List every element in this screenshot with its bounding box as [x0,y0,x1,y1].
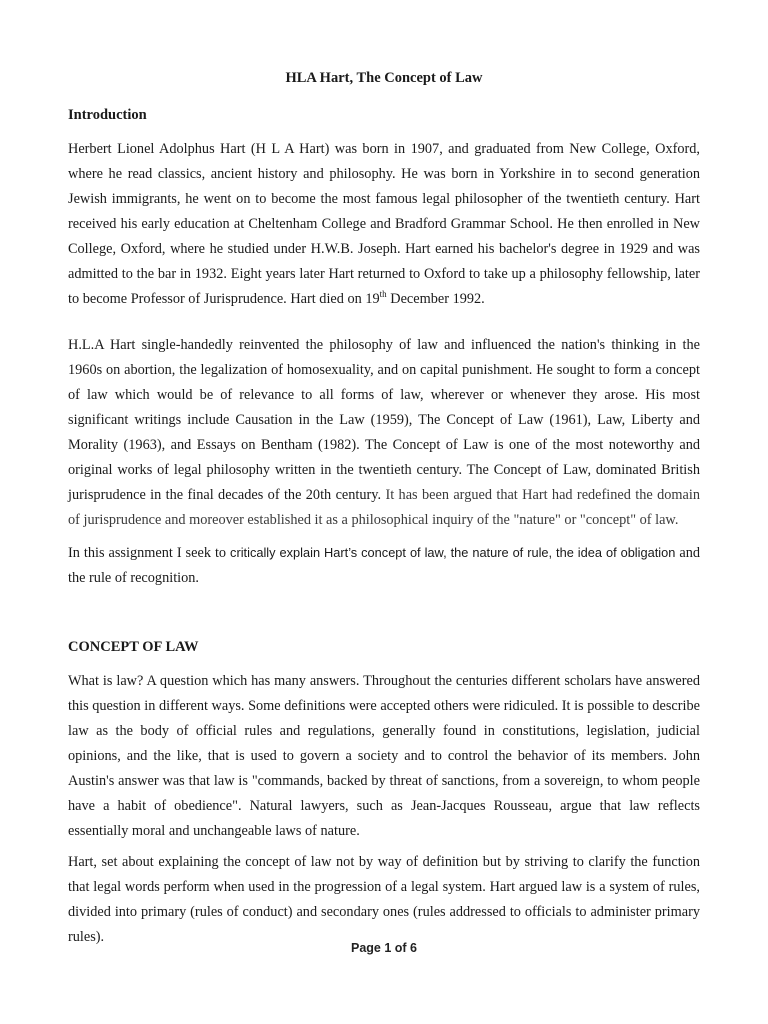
paragraph-biography [68,137,700,312]
superscript-th: th [379,289,387,300]
paragraph-legacy [68,333,700,533]
page-number: Page 1 of 6 [351,941,417,955]
document-title: HLA Hart, The Concept of Law [285,70,483,86]
paragraph-biography-text: Herbert Lionel Adolphus Hart (H L A Hart) was born in 1907, and graduated from New College, Oxford, where he read classics, ancient history and philosophy. He was born in Yorkshire in to second generation Jewish immigrants, he went on to become the most famous legal philosopher of the twentieth century. Hart received his early education at Cheltenham College and Bradford Grammar School. He then enrolled in New College, Oxford, where he studied under H.W.B. Joseph. Hart earned his bachelor's degree in 1929 and was admitted to the bar in 1932. Eight years later Hart returned to Oxford to take up a philosophy fellowship, later to become Professor of Jurisprudence. Hart died on 19 [68,141,700,307]
paragraph-legacy-text: H.L.A Hart single-handedly reinvented the philosophy of law and influenced the nation's thinking in the 1960s on abortion, the legalization of homosexuality, and on capital punishment. He sought to form a concept of law which would be of relevance to all forms of law, wherever or whenever they arose. His most significant writings include Causation in the Law (1959), The Concept of Law (1961), Law, Liberty and Morality (1963), and Essays on Bentham (1982). The Concept of Law is one of the most noteworthy and original works of legal philosophy written in the twentieth century. The Concept of Law, dominated British jurisprudence in the final decades of the 20th century. [68,337,700,503]
paragraph-hart-rules: Hart, set about explaining the concept of law not by way of definition but by striving to clarify the function that legal words perform when used in the progression of a legal system. Hart argued law is a system of rules, divided into primary (rules of conduct) and secondary ones (rules addressed to officials to administer primary rules). [68,854,700,945]
paragraph-assignment [68,540,700,591]
paragraph-assignment-end: and the rule of recognition. [68,545,700,586]
concept-of-law-heading: CONCEPT OF LAW [68,639,199,655]
paragraph-assignment-start: In this assignment I seek to [68,545,231,561]
introduction-heading: Introduction [68,107,147,123]
paragraph-what-is-law: What is law? A question which has many answers. Throughout the centuries different scholars have answered this question in different ways. Some definitions were accepted others were ridiculed. It is possible to describe law as the body of official rules and regulations, generally found in constitutions, legislation, judicial opinions, and the like, that is used to govern a society and to control the behavior of its members. John Austin's answer was that law is "commands, backed by threat of sanctions, from a sovereign, to whom people have a habit of obedience". Natural lawyers, such as Jean-Jacques Rousseau, argue that law reflects essentially moral and unchangeable laws of nature. [68,673,700,839]
paragraph-biography-end: December 1992. [386,291,485,307]
paragraph-assignment-focus: critically explain Hart’s concept of law, the nature of rule, the idea of obligation [230,545,676,560]
paragraph-legacy-tail: It has been argued that Hart had redefined the domain of jurisprudence and moreover established it as a philosophical inquiry of the "nature" or "concept" of law. [68,487,700,528]
